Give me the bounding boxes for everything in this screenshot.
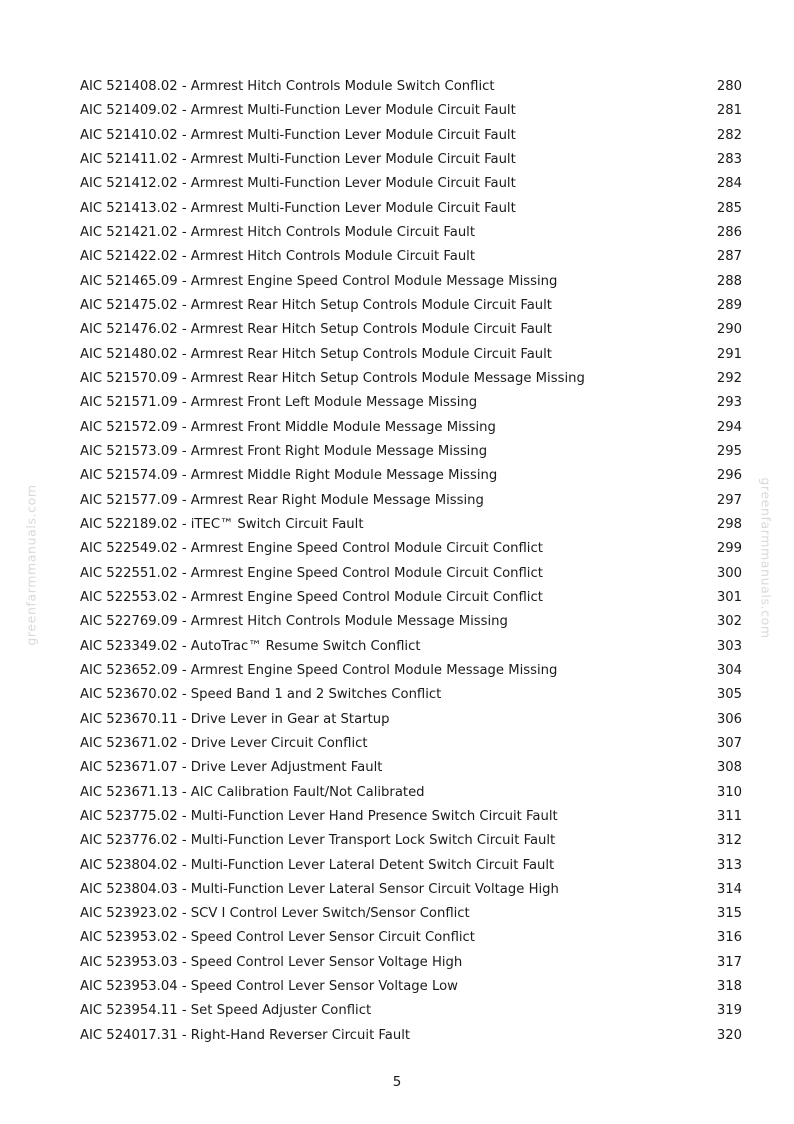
toc-entry-title[interactable]: AIC 521465.09 - Armrest Engine Speed Control Module Message Missing — [80, 273, 558, 289]
toc-entry[interactable] — [80, 683, 742, 707]
toc-entry-title[interactable]: AIC 523953.02 - Speed Control Lever Sensor Circuit Conflict — [80, 930, 475, 946]
toc-entry[interactable] — [80, 221, 742, 245]
toc-entry[interactable] — [80, 489, 742, 513]
toc-entry-title[interactable]: AIC 521422.02 - Armrest Hitch Controls Module Circuit Fault — [80, 249, 476, 265]
toc-entry-title[interactable]: AIC 523671.02 - Drive Lever Circuit Conflict — [80, 735, 368, 751]
toc-entry-page-number[interactable]: 287 — [716, 249, 742, 265]
toc-entry-page-number[interactable]: 302 — [716, 614, 742, 630]
toc-entry[interactable] — [80, 416, 742, 440]
toc-entry[interactable] — [80, 610, 742, 634]
toc-entry-page-number[interactable]: 310 — [716, 784, 742, 800]
toc-entry-page-number[interactable]: 315 — [716, 906, 742, 922]
toc-entry-page-number[interactable]: 292 — [716, 370, 742, 386]
toc-entry[interactable] — [80, 902, 742, 926]
toc-entry-page-number[interactable]: 290 — [716, 322, 742, 338]
toc-entry-page-number[interactable]: 313 — [716, 857, 742, 873]
toc-entry-title[interactable]: AIC 521411.02 - Armrest Multi-Function Lever Module Circuit Fault — [80, 151, 516, 167]
toc-entry-page-number[interactable]: 305 — [716, 687, 742, 703]
toc-entry-page-number[interactable]: 317 — [716, 954, 742, 970]
toc-entry-title[interactable]: AIC 522549.02 - Armrest Engine Speed Control Module Circuit Conflict — [80, 541, 543, 557]
toc-entry-page-number[interactable]: 286 — [716, 224, 742, 240]
toc-entry-page-number[interactable]: 283 — [716, 151, 742, 167]
toc-entry-title[interactable]: AIC 522769.09 - Armrest Hitch Controls Module Message Missing — [80, 614, 508, 630]
toc-entry[interactable] — [80, 391, 742, 415]
toc-entry-page-number[interactable]: 316 — [716, 930, 742, 946]
toc-entry-page-number[interactable]: 300 — [716, 565, 742, 581]
toc-entry-title[interactable]: AIC 521408.02 - Armrest Hitch Controls Module Switch Conflict — [80, 79, 495, 94]
toc-entry-page-number[interactable]: 303 — [716, 638, 742, 654]
toc-entry-title[interactable]: AIC 521571.09 - Armrest Front Left Module Message Missing — [80, 395, 478, 411]
toc-entry-title[interactable]: AIC 521573.09 - Armrest Front Right Module Message Missing — [80, 443, 488, 459]
toc-entry-title[interactable]: AIC 523804.03 - Multi-Function Lever Lateral Sensor Circuit Voltage High — [80, 881, 559, 897]
toc-entry[interactable] — [80, 805, 742, 829]
toc-entry[interactable] — [80, 75, 742, 99]
toc-entry-page-number[interactable]: 294 — [716, 419, 742, 435]
toc-entry-page-number[interactable]: 285 — [716, 200, 742, 216]
toc-entry[interactable] — [80, 148, 742, 172]
toc-entry-title[interactable]: AIC 523923.02 - SCV I Control Lever Switch/Sensor Conflict — [80, 906, 470, 922]
toc-entry-title[interactable]: AIC 521475.02 - Armrest Rear Hitch Setup Controls Module Circuit Fault — [80, 297, 552, 313]
toc-entry-title[interactable]: AIC 521574.09 - Armrest Middle Right Module Message Missing — [80, 468, 498, 484]
toc-entry[interactable] — [80, 562, 742, 586]
toc-entry-title[interactable]: AIC 523652.09 - Armrest Engine Speed Control Module Message Missing — [80, 662, 558, 678]
toc-entry-page-number[interactable]: 293 — [716, 395, 742, 411]
toc-entry-page-number[interactable]: 307 — [716, 735, 742, 751]
toc-entry[interactable] — [80, 513, 742, 537]
toc-entry-page-number[interactable]: 298 — [716, 516, 742, 532]
toc-entry[interactable] — [80, 926, 742, 950]
toc-entry[interactable] — [80, 270, 742, 294]
toc-entry-page-number[interactable]: 308 — [716, 760, 742, 776]
toc-entry-title[interactable]: AIC 521577.09 - Armrest Rear Right Module Message Missing — [80, 492, 484, 508]
toc-entry-title[interactable]: AIC 523953.03 - Speed Control Lever Sensor Voltage High — [80, 954, 463, 970]
toc-entry[interactable] — [80, 99, 742, 123]
toc-entry-page-number[interactable]: 318 — [716, 979, 742, 995]
toc-entry[interactable] — [80, 440, 742, 464]
toc-entry-title[interactable]: AIC 521413.02 - Armrest Multi-Function Lever Module Circuit Fault — [80, 200, 516, 216]
toc-entry-title[interactable]: AIC 523804.02 - Multi-Function Lever Lateral Detent Switch Circuit Fault — [80, 857, 555, 873]
toc-entry-page-number[interactable]: 301 — [716, 589, 742, 605]
toc-entry-title[interactable]: AIC 521412.02 - Armrest Multi-Function Lever Module Circuit Fault — [80, 176, 516, 192]
toc-entry[interactable] — [80, 464, 742, 488]
toc-entry[interactable] — [80, 829, 742, 853]
toc-entry-page-number[interactable]: 291 — [716, 346, 742, 362]
toc-entry-title[interactable]: AIC 521421.02 - Armrest Hitch Controls Module Circuit Fault — [80, 224, 476, 240]
toc-entry-page-number[interactable]: 304 — [716, 662, 742, 678]
toc-entry-title[interactable]: AIC 523671.07 - Drive Lever Adjustment Fault — [80, 760, 383, 776]
toc-entry-title[interactable]: AIC 524017.31 - Right-Hand Reverser Circuit Fault — [80, 1027, 411, 1043]
toc-entry[interactable] — [80, 781, 742, 805]
toc-entry-page-number[interactable]: 280 — [716, 79, 742, 94]
toc-entry[interactable] — [80, 878, 742, 902]
toc-entry-page-number[interactable]: 311 — [716, 808, 742, 824]
toc-entry-title[interactable]: AIC 521410.02 - Armrest Multi-Function Lever Module Circuit Fault — [80, 127, 516, 143]
toc-entry-page-number[interactable]: 306 — [716, 711, 742, 727]
toc-entry-page-number[interactable]: 320 — [716, 1027, 742, 1043]
toc-entry-title[interactable]: AIC 521570.09 - Armrest Rear Hitch Setup Controls Module Message Missing — [80, 370, 585, 386]
watermark-left: greenfarmmanuals.com — [23, 484, 39, 646]
toc-entry[interactable] — [80, 197, 742, 221]
toc-entry-title[interactable]: AIC 523670.11 - Drive Lever in Gear at Startup — [80, 711, 390, 727]
toc-entry-page-number[interactable]: 297 — [716, 492, 742, 508]
toc-entry[interactable] — [80, 124, 742, 148]
toc-entry[interactable] — [80, 708, 742, 732]
toc-entry-title[interactable]: AIC 522189.02 - iTEC™ Switch Circuit Fault — [80, 516, 364, 532]
toc-entry[interactable] — [80, 999, 742, 1023]
toc-entry[interactable] — [80, 951, 742, 975]
toc-entry-title[interactable]: AIC 523671.13 - AIC Calibration Fault/Not Calibrated — [80, 784, 425, 800]
toc-entry[interactable] — [80, 635, 742, 659]
toc-entry[interactable] — [80, 756, 742, 780]
toc-entry[interactable] — [80, 732, 742, 756]
toc-entry-title[interactable]: AIC 523953.04 - Speed Control Lever Sensor Voltage Low — [80, 979, 458, 995]
watermark-right: greenfarmmanuals.com — [758, 477, 774, 639]
toc-entry[interactable] — [80, 318, 742, 342]
toc-entry[interactable] — [80, 854, 742, 878]
toc-entry-page-number[interactable]: 314 — [716, 881, 742, 897]
toc-entry-title[interactable]: AIC 521572.09 - Armrest Front Middle Module Message Missing — [80, 419, 496, 435]
table-of-contents — [80, 75, 742, 1048]
toc-entry-page-number[interactable]: 282 — [716, 127, 742, 143]
toc-entry-page-number[interactable]: 299 — [716, 541, 742, 557]
toc-entry[interactable] — [80, 294, 742, 318]
toc-entry[interactable] — [80, 659, 742, 683]
toc-entry-title[interactable]: AIC 523776.02 - Multi-Function Lever Transport Lock Switch Circuit Fault — [80, 833, 556, 849]
toc-entry-title[interactable]: AIC 523670.02 - Speed Band 1 and 2 Switches Conflict — [80, 687, 442, 703]
toc-entry[interactable] — [80, 343, 742, 367]
toc-entry-page-number[interactable]: 312 — [716, 833, 742, 849]
toc-entry-page-number[interactable]: 295 — [716, 443, 742, 459]
toc-entry-title[interactable]: AIC 523954.11 - Set Speed Adjuster Conflict — [80, 1003, 372, 1019]
toc-entry-title[interactable]: AIC 523775.02 - Multi-Function Lever Hand Presence Switch Circuit Fault — [80, 808, 558, 824]
toc-entry-title[interactable]: AIC 523349.02 - AutoTrac™ Resume Switch Conflict — [80, 638, 421, 654]
toc-entry-title[interactable]: AIC 521480.02 - Armrest Rear Hitch Setup Controls Module Circuit Fault — [80, 346, 552, 362]
toc-entry[interactable] — [80, 172, 742, 196]
toc-entry-title[interactable]: AIC 521409.02 - Armrest Multi-Function Lever Module Circuit Fault — [80, 103, 516, 119]
toc-entry-title[interactable]: AIC 521476.02 - Armrest Rear Hitch Setup Controls Module Circuit Fault — [80, 322, 552, 338]
toc-entry[interactable] — [80, 537, 742, 561]
page-number: 5 — [392, 1074, 402, 1090]
toc-entry[interactable] — [80, 367, 742, 391]
toc-entry-title[interactable]: AIC 522551.02 - Armrest Engine Speed Control Module Circuit Conflict — [80, 565, 543, 581]
toc-entry-page-number[interactable]: 289 — [716, 297, 742, 313]
toc-entry-page-number[interactable]: 288 — [716, 273, 742, 289]
toc-entry[interactable] — [80, 245, 742, 269]
toc-entry-page-number[interactable]: 319 — [716, 1003, 742, 1019]
toc-entry-title[interactable]: AIC 522553.02 - Armrest Engine Speed Control Module Circuit Conflict — [80, 589, 543, 605]
toc-entry-page-number[interactable]: 284 — [716, 176, 742, 192]
toc-entry-page-number[interactable]: 281 — [716, 103, 742, 119]
toc-entry[interactable] — [80, 975, 742, 999]
toc-entry[interactable] — [80, 1024, 742, 1048]
toc-entry[interactable] — [80, 586, 742, 610]
toc-entry-page-number[interactable]: 296 — [716, 468, 742, 484]
